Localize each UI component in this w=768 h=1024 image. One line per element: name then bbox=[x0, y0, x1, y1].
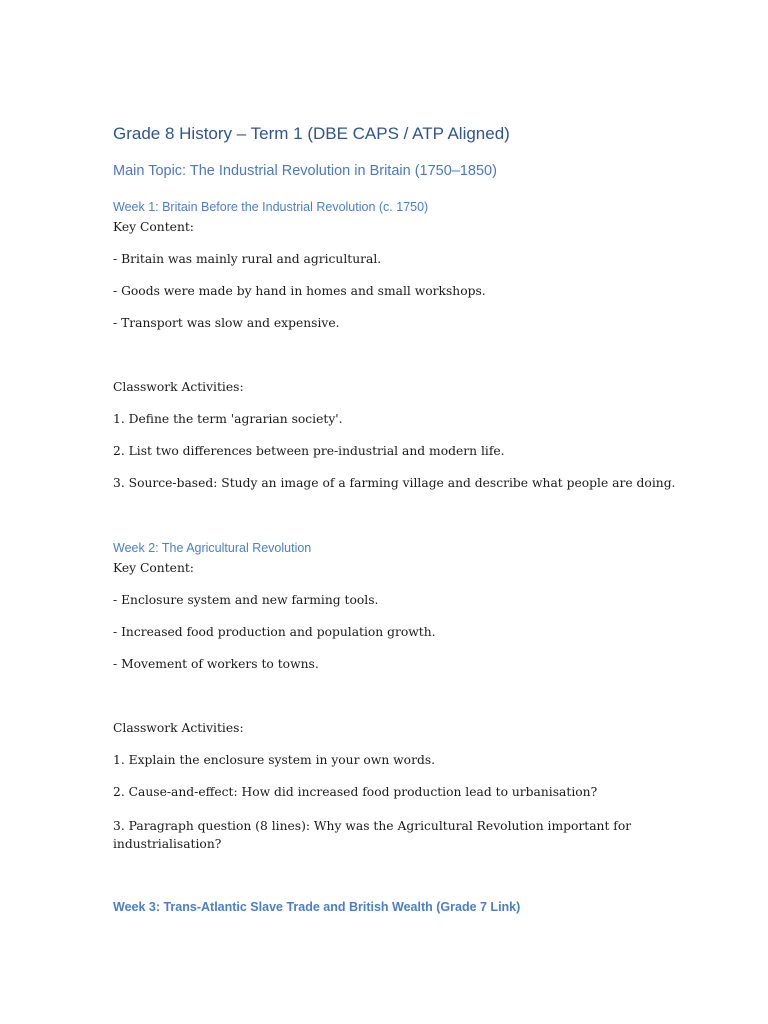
document-title: Grade 8 History – Term 1 (DBE CAPS / ATP Aligned) bbox=[113, 124, 510, 143]
week1-key-content-item: - Goods were made by hand in homes and small workshops. bbox=[113, 284, 486, 298]
week2-classwork-label: Classwork Activities: bbox=[113, 721, 244, 735]
week3-heading: Week 3: Trans-Atlantic Slave Trade and British Wealth (Grade 7 Link) bbox=[113, 900, 521, 914]
week1-key-content-item: - Transport was slow and expensive. bbox=[113, 316, 340, 330]
week2-activity-item: 3. Paragraph question (8 lines): Why was the Agricultural Revolution important for industrialisation? bbox=[113, 819, 632, 851]
week2-key-content-item: - Movement of workers to towns. bbox=[113, 657, 319, 671]
main-topic-heading: Main Topic: The Industrial Revolution in Britain (1750–1850) bbox=[113, 163, 497, 179]
week2-activity-item: 2. Cause-and-effect: How did increased food production lead to urbanisation? bbox=[113, 785, 598, 799]
week1-key-content-label: Key Content: bbox=[113, 220, 194, 234]
week1-activity-item: 3. Source-based: Study an image of a farming village and describe what people are doing. bbox=[113, 476, 676, 490]
week2-activity-item: 1. Explain the enclosure system in your own words. bbox=[113, 753, 436, 767]
week1-classwork-label: Classwork Activities: bbox=[113, 380, 244, 394]
week1-key-content-item: - Britain was mainly rural and agricultural. bbox=[113, 252, 382, 266]
week1-heading: Week 1: Britain Before the Industrial Revolution (c. 1750) bbox=[113, 200, 429, 214]
week2-key-content-item: - Enclosure system and new farming tools. bbox=[113, 593, 379, 607]
week1-activity-item: 2. List two differences between pre-industrial and modern life. bbox=[113, 444, 505, 458]
week2-heading: Week 2: The Agricultural Revolution bbox=[113, 541, 312, 555]
week2-key-content-label: Key Content: bbox=[113, 561, 194, 575]
week1-activity-item: 1. Define the term 'agrarian society'. bbox=[113, 412, 343, 426]
week2-key-content-item: - Increased food production and population growth. bbox=[113, 625, 436, 639]
